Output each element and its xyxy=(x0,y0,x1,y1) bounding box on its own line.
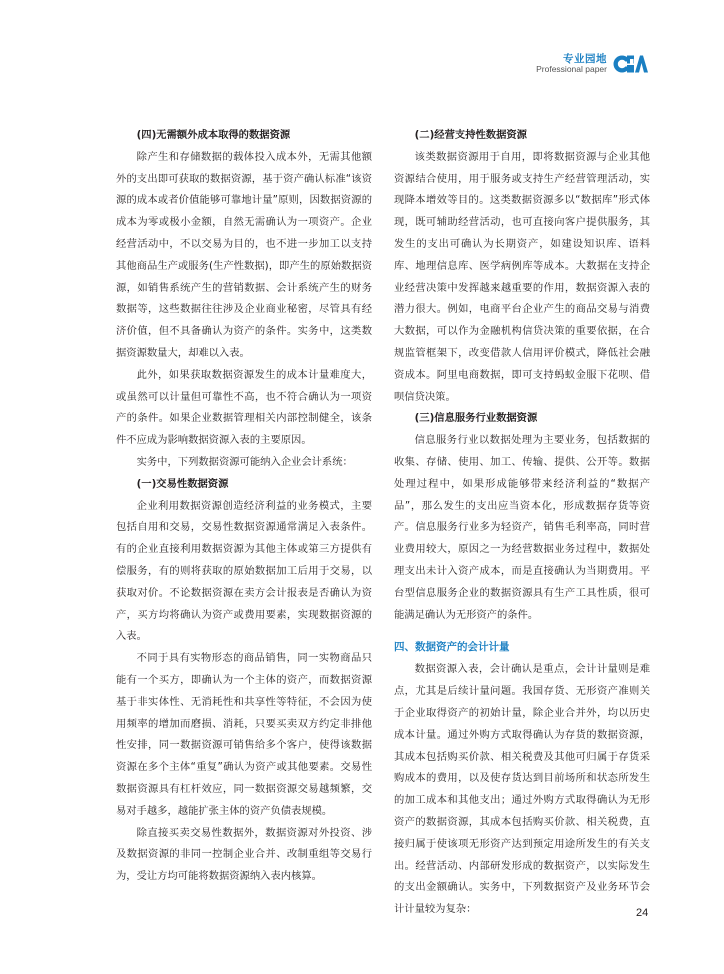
paragraph: 除直接买卖交易性数据外，数据资源对外投资、涉及数据资源的非同一控制企业合并、改制重组等交易行为，受让方均可能将数据资源纳入表内核算。 xyxy=(116,826,372,883)
page-header xyxy=(536,50,649,78)
header-label-cn: 专业园地 xyxy=(563,52,607,65)
header-label xyxy=(536,54,607,75)
page-number: 24 xyxy=(636,907,649,919)
header-label-en: Professional paper xyxy=(536,64,607,75)
cpa-logo-icon xyxy=(613,53,649,75)
paragraph: 此外，如果获取数据资源发生的成本计量难度大，或虽然可以计量但可靠性不高，也不符合确认为一项资产的条件。如果企业数据管理相关内部控制健全，该条件不应成为影响数据资源入表的主要原因。 xyxy=(116,368,372,447)
left-column xyxy=(116,125,372,888)
section-heading: 四、数据资产的会计计量 xyxy=(394,641,510,654)
paragraph: 实务中，下列数据资源可能纳入企业会计系统： xyxy=(136,455,353,468)
subsection-heading: (四)无需额外成本取得的数据资源 xyxy=(136,129,291,141)
paragraph: 不同于具有实物形态的商品销售，同一实物商品只能有一个买方，即确认为一个主体的资产，而数据资源基于非实体性、无消耗性和共享性等特征，不会因为使用频率的增加而磨损、消耗，只要买卖双方约定非排他性安排，同一数据资源可销售给多个客户，使得该数据资源在多个主体“重复”确认为资产或其他要素。交易性数据资源具有杠杆效应，同一数据资源交易越频繁，交易对手越多，越能扩张主体的资产负债表规模。 xyxy=(116,652,372,817)
paragraph: 除产生和存储数据的载体投入成本外，无需其他额外的支出即可获取的数据资源，基于资产确认标准“该资源的成本或者价值能够可靠地计量”原则，因数据资源的成本为零或极小金额，自然无需确认为一项资产。企业经营活动中，不以交易为目的，也不进一步加工以支持其他商品生产或服务(生产性数据)，即产生的原始数据资源，如销售系统产生的营销数据、会计系统产生的财务数据等，这些数据往往涉及企业商业秘密，尽管具有经济价值，但不具备确认为资产的条件。实务中，这类数据资源数量大，却难以入表。 xyxy=(116,150,372,359)
subsection-heading: (二)经营支持性数据资源 xyxy=(414,129,527,141)
subsection-heading: (三)信息服务行业数据资源 xyxy=(414,412,538,425)
paragraph: 该类数据资源用于自用，即将数据资源与企业其他资源结合使用，用于服务或支持生产经营管理活动，实现降本增效等目的。这类数据资源多以“数据库”形式体现，既可辅助经营活动，也可直接向客户提供服务，其发生的支出可确认为长期资产，如建设知识库、语料库、地理信息库、医学病例库等成本。大数据在支持企业经营决策中发挥越来越重要的作用，数据资源入表的潜力很大。例如，电商平台企业产生的商品交易与消费大数据，可以作为金融机构信贷决策的重要依据，在合规监管框架下，改变借款人信用评价模式，降低社会融资成本。阿里电商数据，即可支持蚂蚁金服下花呗、借呗信贷决策。 xyxy=(394,150,650,403)
paragraph: 信息服务行业以数据处理为主要业务，包括数据的收集、存储、使用、加工、传输、提供、公开等。数据处理过程中，如果形成能够带来经济利益的“数据产品”，那么发生的支出应当资本化，形成数据存货等资产。信息服务行业多为轻资产，销售毛利率高，同时营业费用较大，原因之一为经营数据业务过程中，数据处理支出未计入资产成本，而是直接确认为当期费用。平台型信息服务企业的数据资源具有生产工具性质，很可能满足确认为无形资产的条件。 xyxy=(394,434,650,621)
paragraph: 企业利用数据资源创造经济利益的业务模式，主要包括自用和交易，交易性数据资源通常满足入表条件。有的企业直接利用数据资源为其他主体或第三方提供有偿服务，有的则将获取的原始数据加工后用于交易，以获取对价。不论数据资源在卖方会计报表是否确认为资产，买方均将确认为资产或费用要素，实现数据资源的入表。 xyxy=(116,499,372,643)
right-column xyxy=(394,125,650,921)
paragraph: 数据资源入表，会计确认是重点，会计计量则是难点，尤其是后续计量问题。我国存货、无形资产准则关于企业取得资产的初始计量，除企业合并外，均以历史成本计量。通过外购方式取得确认为存货的数据资源，其成本包括购买价款、相关税费及其他可归属于存货采购成本的费用，以及使存货达到目前场所和状态所发生的加工成本和其他支出；通过外购方式取得确认为无形资产的数据资源，其成本包括购买价款、相关税费，直接归属于使该项无形资产达到预定用途所发生的有关支出。经营活动、内部研发形成的数据资产，以实际发生的支出金额确认。实务中，下列数据资产及业务环节会计计量较为复杂： xyxy=(394,663,650,916)
subsection-heading: (一)交易性数据资源 xyxy=(136,477,229,490)
